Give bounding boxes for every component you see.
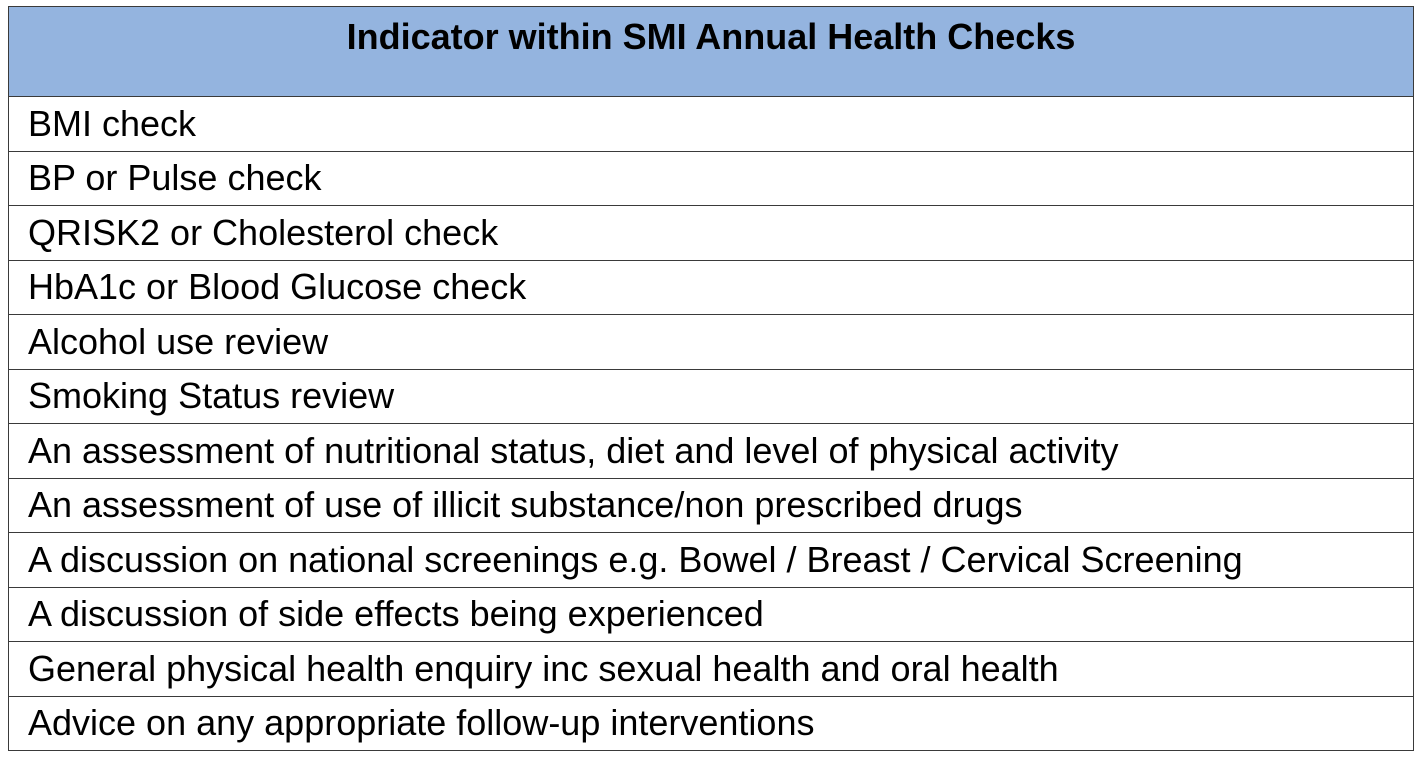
table-header-row (9, 7, 1414, 97)
table-cell-follow-up-advice: Advice on any appropriate follow-up interventions (9, 696, 1414, 751)
table-cell-alcohol-review: Alcohol use review (9, 315, 1414, 370)
table-header-indicator: Indicator within SMI Annual Health Checks (9, 7, 1414, 97)
table-row (9, 97, 1414, 152)
table-row (9, 478, 1414, 533)
table-row (9, 315, 1414, 370)
table-cell-screenings-discussion: A discussion on national screenings e.g. Bowel / Breast / Cervical Screening (9, 533, 1414, 588)
health-checks-table-container (8, 6, 1414, 751)
table-row (9, 424, 1414, 479)
table-cell-side-effects-discussion: A discussion of side effects being experienced (9, 587, 1414, 642)
table-cell-physical-health-enquiry: General physical health enquiry inc sexual health and oral health (9, 642, 1414, 697)
table-cell-hba1c-glucose-check: HbA1c or Blood Glucose check (9, 260, 1414, 315)
table-row (9, 642, 1414, 697)
table-row (9, 533, 1414, 588)
table-cell-bmi-check: BMI check (9, 97, 1414, 152)
table-cell-nutrition-assessment: An assessment of nutritional status, diet and level of physical activity (9, 424, 1414, 479)
table-row (9, 587, 1414, 642)
table-row (9, 369, 1414, 424)
table-cell-qrisk2-cholesterol-check: QRISK2 or Cholesterol check (9, 206, 1414, 261)
table-row (9, 696, 1414, 751)
table-row (9, 151, 1414, 206)
table-cell-bp-pulse-check: BP or Pulse check (9, 151, 1414, 206)
table-cell-substance-assessment: An assessment of use of illicit substance/non prescribed drugs (9, 478, 1414, 533)
table-cell-smoking-review: Smoking Status review (9, 369, 1414, 424)
table-row (9, 260, 1414, 315)
table-row (9, 206, 1414, 261)
health-checks-table (8, 6, 1414, 751)
